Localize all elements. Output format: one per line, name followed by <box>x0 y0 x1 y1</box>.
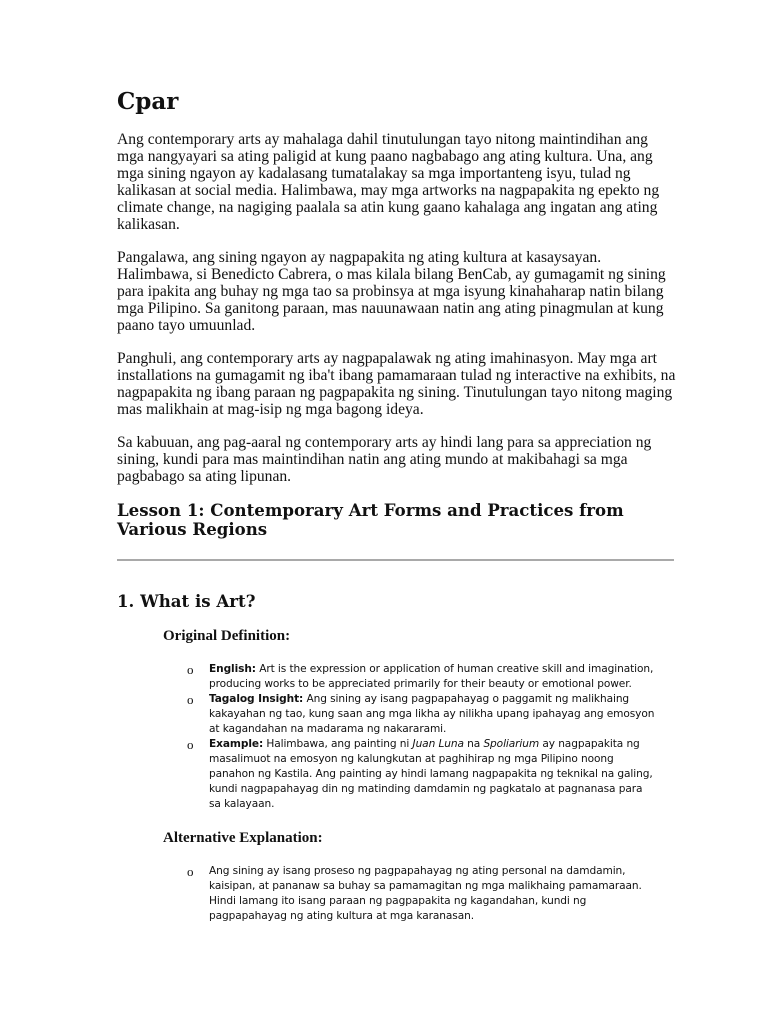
alternative-explanation-heading: Alternative Explanation: <box>163 830 323 846</box>
intro-paragraph-2: Pangalawa, ang sining ngayon ay nagpapakita ng ating kultura at kasaysayan. Halimbawa, si Benedicto Cabrera, o mas kilala bilang BenCab, ay gumagamit ng sining para ipakita ang buhay ng mga tao sa probinsya at mga isyung kinahaharap natin bilang mga Pilipino. Sa ganitong paraan, mas nauunawaan natin ang ating pinagmulan at kung paano tayo umuunlad. <box>117 249 666 334</box>
item-text: ay nagpapakita ng masalimuot na emosyon ng kalungkutan at paghihirap ng mga Pilipino noong panahon ng Kastila. Ang painting ay hindi lamang nagpapakita ng teknikal na galing, kundi nagpapahayag din ng matinding damdamin ng pagkatalo at pagnanasa para sa kalayaan. <box>209 738 653 810</box>
item-label: Example: <box>209 738 264 750</box>
intro-paragraph-4: Sa kabuuan, ang pag-aaral ng contemporary arts ay hindi lang para sa appreciation ng sining, kundi para mas maintindihan natin ang ating mundo at makibahagi sa mga pagbabago sa ating lipunan. <box>117 434 652 485</box>
list-item <box>187 864 657 924</box>
bullet-marker: o <box>187 692 194 707</box>
list-item <box>187 737 657 812</box>
list-item <box>187 692 657 737</box>
horizontal-divider <box>117 559 674 561</box>
artwork-title: Spoliarium <box>483 738 540 750</box>
item-text: Ang sining ay isang proseso ng pagpapahayag ng ating personal na damdamin, kaisipan, at pananaw sa buhay sa pamamagitan ng mga malikhaing pamamaraan. Hindi lamang ito isang paraan ng pagpapakita ng kagandahan, kundi ng pagpapahayag ng ating kultura at mga karanasan. <box>209 865 642 922</box>
intro-paragraph-1: Ang contemporary arts ay mahalaga dahil tinutulungan tayo nitong maintindihan ang mga nangyayari sa ating paligid at kung paano nagbabago ang ating kultura. Una, ang mga sining ngayon ay kadalasang tumatalakay sa mga importanteng isyu, tulad ng kalikasan at social media. Halimbawa, may mga artworks na nagpapakita ng epekto ng climate change, na nagiging paalala sa atin kung gaano kahalaga ang ingatan ang ating kalikasan. <box>117 131 660 233</box>
item-label: English: <box>209 663 256 675</box>
item-text: Halimbawa, ang painting ni <box>263 738 413 750</box>
item-text: na <box>463 738 484 750</box>
artist-name: Juan Luna <box>412 738 464 750</box>
item-label: Tagalog Insight: <box>209 693 304 705</box>
bullet-marker: o <box>187 737 194 752</box>
alternative-explanation-list <box>187 864 657 924</box>
bullet-marker: o <box>187 662 194 677</box>
original-definition-heading: Original Definition: <box>163 628 291 644</box>
list-item <box>187 662 657 692</box>
original-definition-list <box>187 662 657 812</box>
bullet-marker: o <box>187 864 194 879</box>
document-title: Cpar <box>117 88 179 115</box>
item-text: Art is the expression or application of human creative skill and imagination, producing works to be appreciated primarily for their beauty or emotional power. <box>209 663 654 690</box>
section-heading: 1. What is Art? <box>117 591 256 611</box>
lesson-heading: Lesson 1: Contemporary Art Forms and Practices from Various Regions <box>117 500 624 539</box>
item-text: Ang sining ay isang pagpapahayag o paggamit ng malikhaing kakayahan ng tao, kung saan ang mga likha ay nilikha upang ipahayag ang emosyon at kagandahan na madarama ng nakararami. <box>209 693 655 735</box>
intro-paragraph-3: Panghuli, ang contemporary arts ay nagpapalawak ng ating imahinasyon. May mga art installations na gumagamit ng iba't ibang pamamaraan tulad ng interactive na exhibits, na nagpapakita ng ibang paraan ng pagpapakita ng sining. Tinutulungan tayo nitong maging mas malikhain at mag-isip ng mga bagong ideya. <box>117 350 676 418</box>
document-page <box>117 86 677 924</box>
